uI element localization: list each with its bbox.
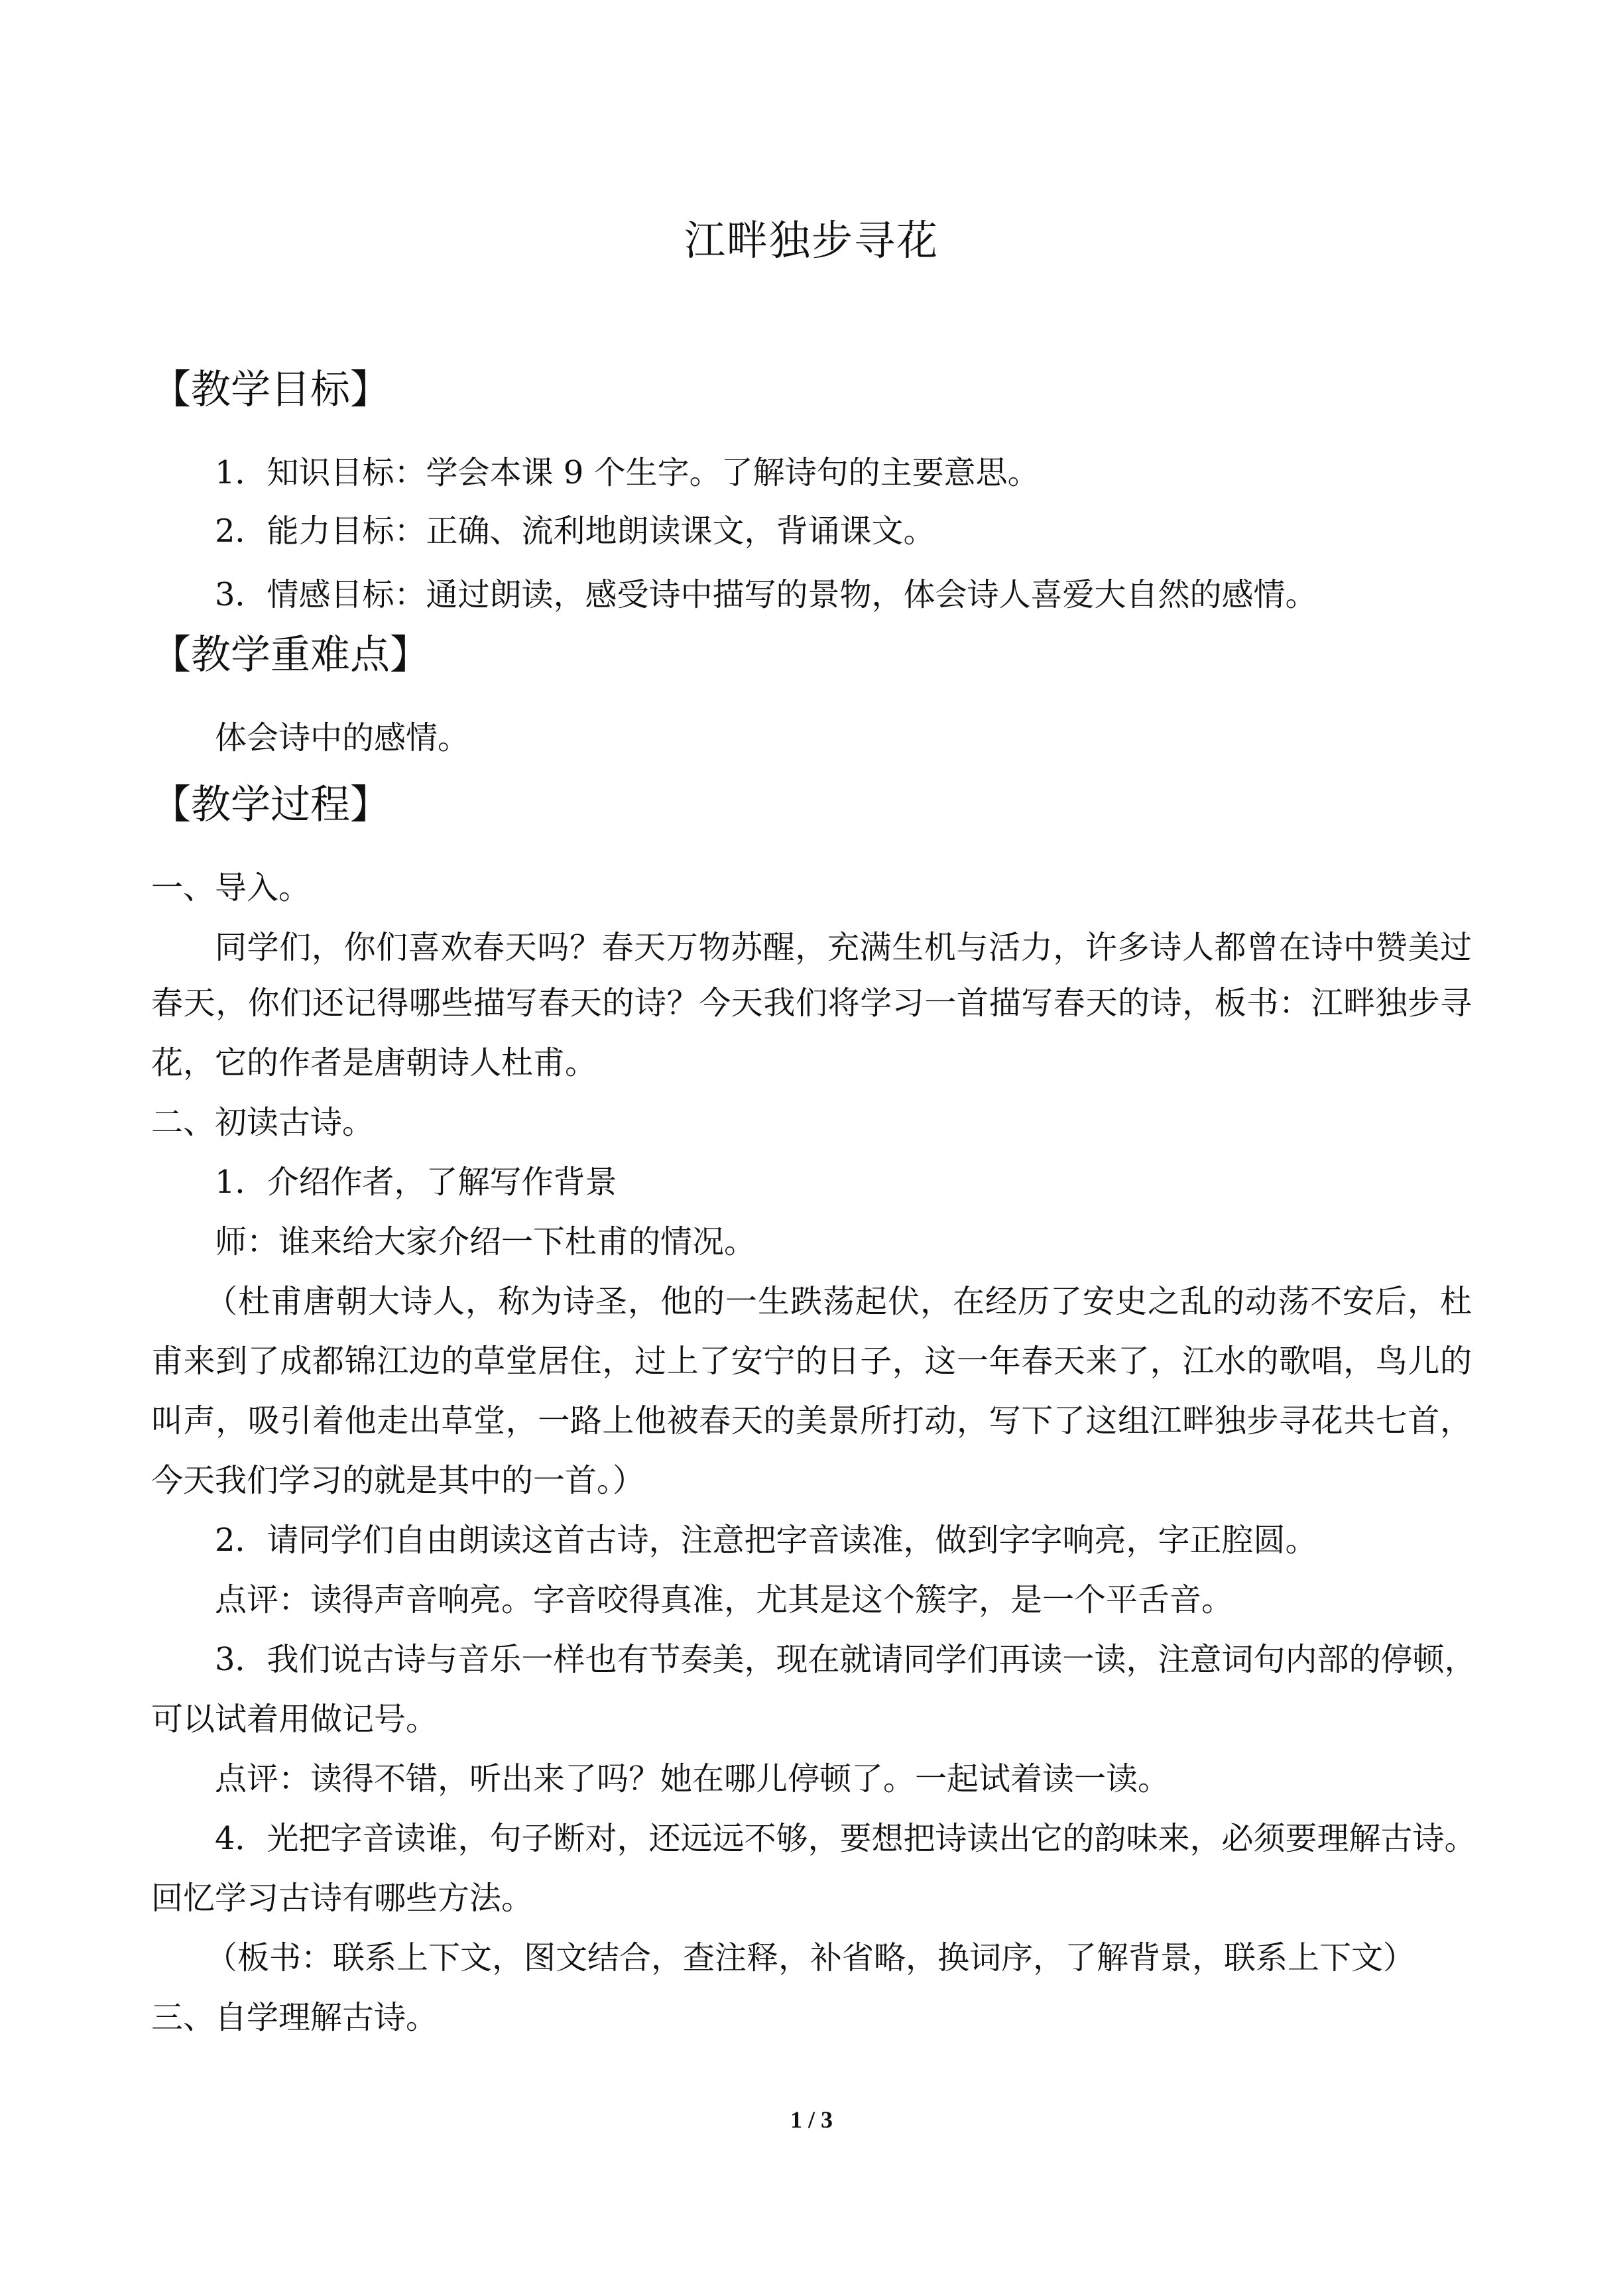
bio-line: 叫声，吸引着他走出草堂，一路上他被春天的美景所打动，写下了这组江畔独步寻花共七首，: [151, 1402, 1472, 1439]
step1-text: 1．介绍作者，了解写作背景: [215, 1164, 617, 1201]
part3-title: 三、自学理解古诗。: [151, 1999, 438, 2036]
difficulties-heading: 【教学重难点】: [151, 632, 430, 678]
page-number: 1 / 3: [790, 2106, 833, 2133]
document-title: 江畔独步寻花: [684, 216, 939, 265]
bio-line: （杜甫唐朝大诗人，称为诗圣，他的一生跌荡起伏，在经历了安史之乱的动荡不安后，杜: [206, 1283, 1472, 1320]
bio-line: 甫来到了成都锦江边的草堂居住，过上了安宁的日子，这一年春天来了，江水的歌唱，鸟儿的: [151, 1343, 1472, 1380]
process-heading: 【教学过程】: [151, 782, 390, 828]
objective-item: 2．能力目标：正确、流利地朗读课文，背诵课文。: [215, 513, 935, 550]
step4-line: 回忆学习古诗有哪些方法。: [151, 1880, 534, 1917]
objective-item: 1．知识目标：学会本课 9 个生字。了解诗句的主要意思。: [215, 454, 1040, 491]
step3-line: 3．我们说古诗与音乐一样也有节奏美，现在就请同学们再读一读，注意词句内部的停顿，: [215, 1641, 1476, 1678]
step2-text: 2．请同学们自由朗读这首古诗，注意把字音读准，做到字字响亮，字正腔圆。: [215, 1522, 1317, 1559]
part1-line: 花，它的作者是唐朝诗人杜甫。: [151, 1044, 597, 1081]
part1-line: 同学们，你们喜欢春天吗？春天万物苏醒，充满生机与活力，许多诗人都曾在诗中赞美过: [215, 929, 1472, 966]
board-note: （板书：联系上下文，图文结合，查注释，补省略，换词序，了解背景，联系上下文）: [206, 1939, 1415, 1976]
objective-item: 3．情感目标：通过朗读，感受诗中描写的景物，体会诗人喜爱大自然的感情。: [215, 576, 1317, 613]
teacher-prompt: 师：谁来给大家介绍一下杜甫的情况。: [215, 1223, 756, 1260]
comment-text: 点评：读得声音响亮。字音咬得真准，尤其是这个簇字，是一个平舌音。: [215, 1581, 1234, 1618]
bio-line: 今天我们学习的就是其中的一首。）: [151, 1462, 645, 1499]
part2-title: 二、初读古诗。: [151, 1104, 375, 1141]
difficulties-text: 体会诗中的感情。: [215, 719, 470, 756]
step4-line: 4．光把字音读谁，句子断对，还远远不够，要想把诗读出它的韵味来，必须要理解古诗。: [215, 1820, 1476, 1857]
part1-title: 一、导入。: [151, 869, 311, 906]
objectives-heading: 【教学目标】: [151, 367, 390, 413]
part1-line: 春天，你们还记得哪些描写春天的诗？今天我们将学习一首描写春天的诗，板书：江畔独步寻: [151, 985, 1472, 1022]
step3-line: 可以试着用做记号。: [151, 1701, 438, 1738]
comment-text: 点评：读得不错，听出来了吗？她在哪儿停顿了。一起试着读一读。: [215, 1760, 1170, 1797]
